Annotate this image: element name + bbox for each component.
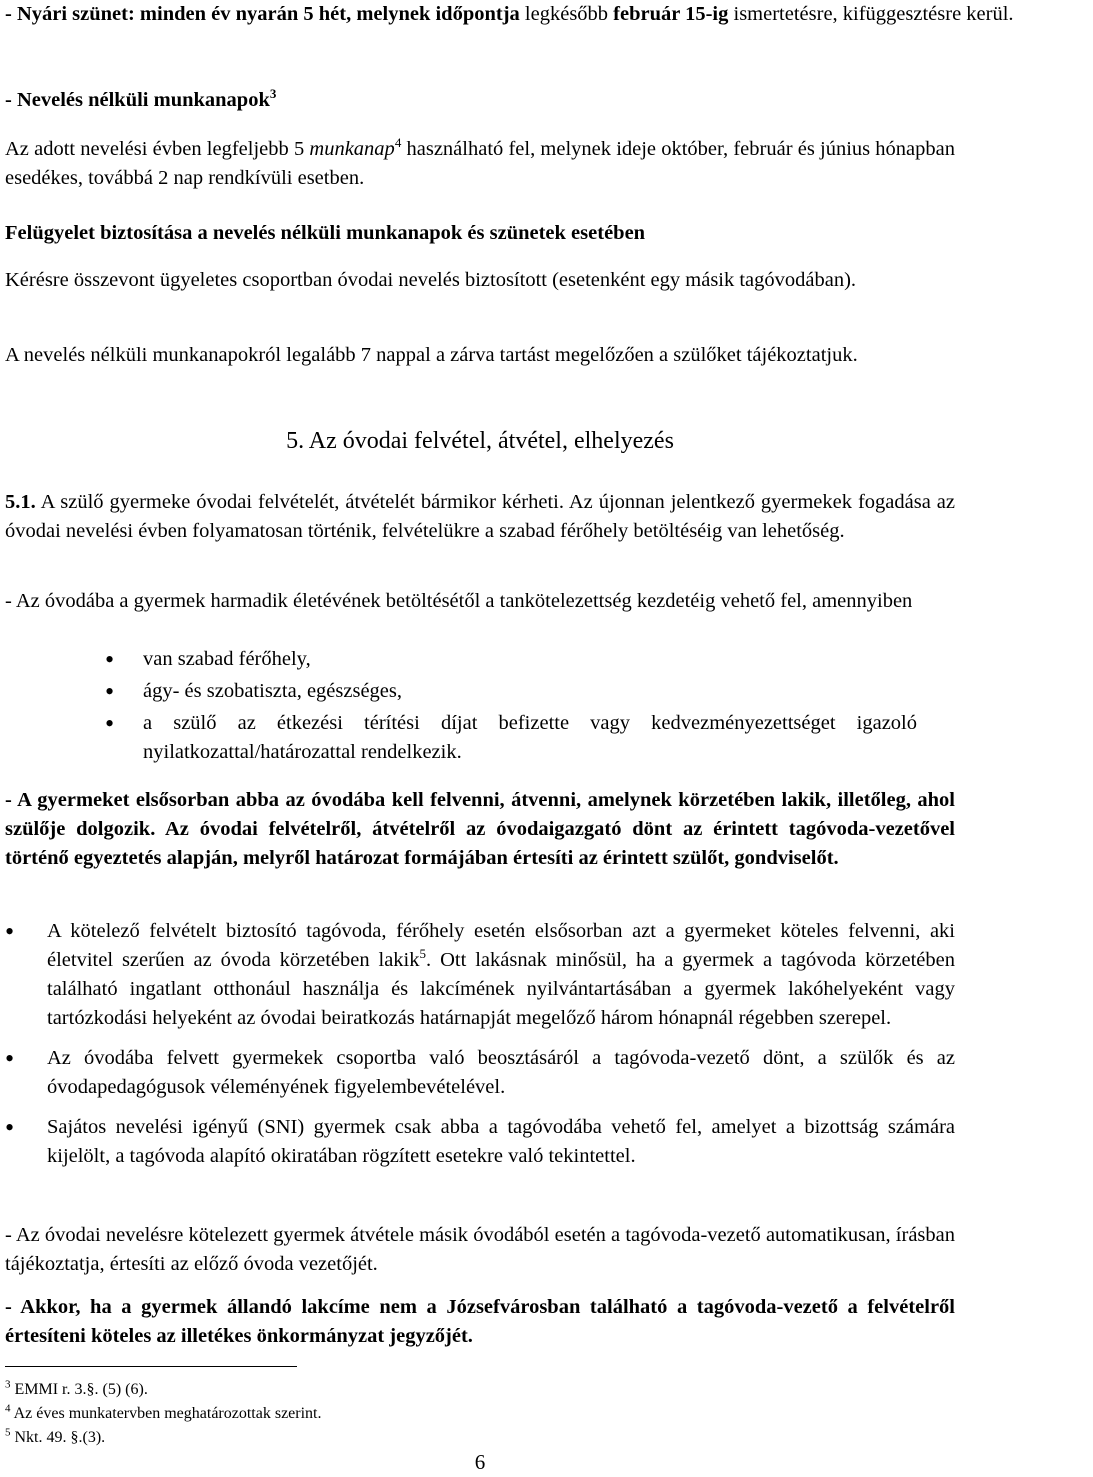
notification-paragraph: A nevelés nélküli munkanapokról legalább 7 nappal a zárva tartást megelőzően a szülőket tájékoztatjuk. — [5, 344, 858, 366]
page-number: 6 — [474, 1450, 486, 1474]
footnote-ref-5: 5 — [419, 946, 427, 962]
footnote-text: Az éves munkatervben meghatározottak szerint. — [10, 1405, 322, 1422]
non-teaching-days-text: - Nevelés nélküli munkanapok — [5, 89, 270, 111]
district-admission-paragraph: - A gyermeket elsősorban abba az óvodába kell felvenni, átvenni, amelynek körzetében lakik, illetőleg, ahol szülője dolgozik. Az óvodai felvételről, átvételről az óvodaigazgató dönt az érintett tagóvoda-vezetővel történő egyeztetés alapján, melyről határozat formájában értesíti az érintett szülőt, gondviselőt. — [5, 789, 955, 869]
non-teaching-b: használható fel, melynek ideje október, február és június hónapban esedékes, továbbá 2 nap rendkívüli esetben. — [5, 138, 956, 189]
list-item: • Az óvodába felvett gyermekek csoportba való beosztásáról a tagóvoda-vezető dönt, a szülők és az óvodapedagógusok véleményének figyelembevételével. — [5, 1044, 955, 1102]
footnote-number: 3 — [5, 1378, 11, 1391]
summer-break-lead: - Nyári szünet: minden év nyarán 5 hét, melynek időpontja — [5, 3, 525, 25]
summer-break-paragraph — [5, 0, 1093, 29]
footnote-divider — [5, 1366, 297, 1367]
supervision-paragraph: Kérésre összevont ügyeletes csoportban óvodai nevelés biztosított (esetenként egy másik tagóvodában). — [5, 269, 857, 291]
footnote-5 — [5, 1426, 322, 1450]
footnote-text: Nkt. 49. §.(3). — [10, 1429, 106, 1446]
residence-paragraph: - Akkor, ha a gyermek állandó lakcíme nem a Józsefvárosban található a tagóvoda-vezető a felvételről értesíteni köteles az illetékes önkormányzat jegyzőjét. — [5, 1296, 955, 1347]
footnote-ref-4: 4 — [394, 135, 402, 151]
rule-1-a: A kötelező felvételt biztosító tagóvoda, férőhely esetén elsősorban azt a gyermeket köteles felvenni, aki életvitel szerűen az óvoda körzetében lakik — [47, 920, 955, 971]
list-item: • ágy- és szobatiszta, egészséges, — [105, 677, 917, 706]
transfer-paragraph: - Az óvodai nevelésre kötelezett gyermek átvétele másik óvodából esetén a tagóvoda-vezető automatikusan, írásban tájékoztatja, értesíti az előző óvoda vezetőjét. — [5, 1224, 955, 1275]
non-teaching-days-heading — [5, 86, 276, 115]
non-teaching-a: Az adott nevelési évben legfeljebb 5 — [5, 138, 310, 160]
non-teaching-days-paragraph — [5, 135, 955, 193]
section-5-1-text: A szülő gyermeke óvodai felvételét, átvételét bármikor kérheti. Az újonnan jelentkező gyermekek fogadása az óvodai nevelési évben folyamatosan történik, felvételükre a szabad férőhely betöltéséig van lehetőség. — [5, 491, 955, 542]
footnote-number: 5 — [5, 1426, 11, 1439]
non-teaching-italic: munkanap — [309, 138, 395, 160]
supervision-heading: Felügyelet biztosítása a nevelés nélküli munkanapok és szünetek esetében — [5, 222, 646, 244]
section-5-title: 5. Az óvodai felvétel, átvétel, elhelyezés — [286, 428, 674, 454]
section-5-1-number: 5.1. — [5, 491, 36, 513]
list-item: • Sajátos nevelési igényű (SNI) gyermek csak abba a tagóvodába vehető fel, amelyet a bizottság számára kijelölt, a tagóvoda alapító okiratában rögzített esetekre való tekintettel. — [5, 1113, 955, 1171]
section-5-1-paragraph — [5, 488, 955, 546]
footnotes — [5, 1378, 322, 1450]
footnote-3 — [5, 1378, 322, 1402]
footnote-text: EMMI r. 3.§. (5) (6). — [10, 1381, 148, 1398]
footnote-4 — [5, 1402, 322, 1426]
summer-break-deadline: február 15-ig — [613, 3, 729, 25]
list-item: • a szülő az étkezési térítési díjat befizette vagy kedvezményezettséget igazoló nyilatkozattal/határozattal rendelkezik. — [105, 709, 917, 767]
list-item — [5, 917, 955, 1033]
admission-rules-list — [5, 917, 955, 1171]
summer-break-rest: ismertetésre, kifüggesztésre kerül. — [728, 3, 1014, 25]
admission-age-paragraph: - Az óvodába a gyermek harmadik életévének betöltésétől a tankötelezettség kezdetéig vehető fel, amennyiben — [5, 590, 913, 612]
rule-1-b: . Ott lakásnak minősül, ha a gyermek a tagóvoda körzetében található ingatlant otthonául használja és lakcímének nyilvántartásában a gyermek lakóhelyeként vagy tartózkodási helyeként az óvodai beiratkozás határnapját megelőző három hónapnál régebben szerepel. — [47, 949, 955, 1029]
footnote-number: 4 — [5, 1402, 11, 1415]
admission-conditions-list — [105, 645, 917, 767]
list-item: • van szabad férőhely, — [105, 645, 917, 674]
footnote-ref-3: 3 — [269, 86, 277, 102]
summer-break-mid: legkésőbb — [524, 3, 614, 25]
